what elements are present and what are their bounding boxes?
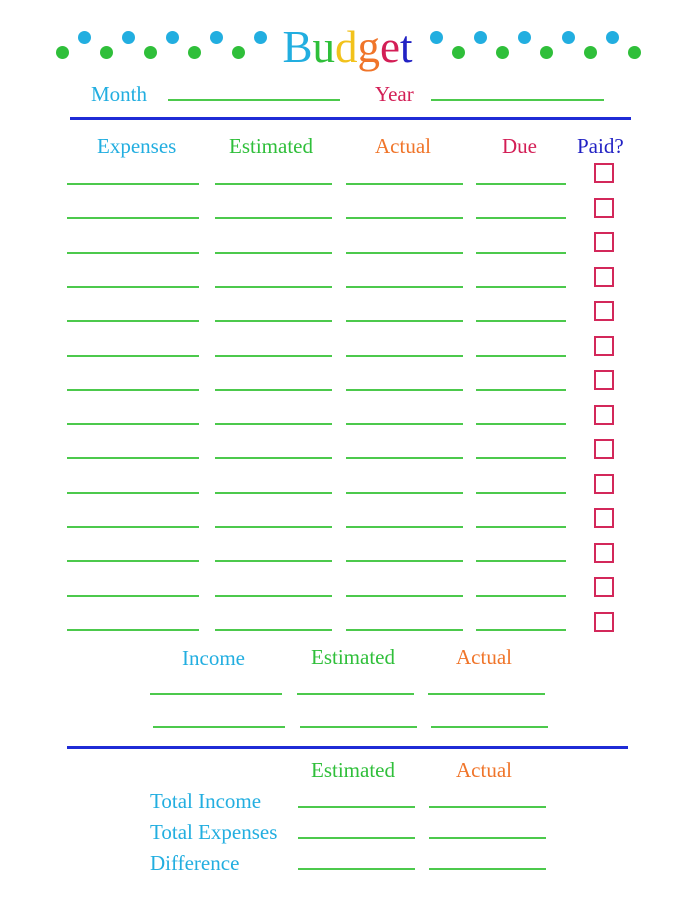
divider-top: [70, 117, 631, 120]
header-actual: Actual: [375, 134, 431, 158]
expense-field[interactable]: [69, 163, 197, 182]
divider-bottom: [67, 746, 628, 749]
actual-field[interactable]: [348, 300, 461, 319]
actual-line: [346, 320, 463, 322]
due-line: [476, 355, 566, 357]
actual-field[interactable]: [348, 403, 461, 422]
estimated-line: [215, 252, 332, 254]
estimated-field[interactable]: [217, 197, 330, 216]
title-letter: e: [380, 22, 400, 72]
paid-checkbox[interactable]: [594, 163, 614, 183]
totals-estimated-line: [298, 837, 415, 839]
actual-field[interactable]: [348, 232, 461, 251]
actual-field[interactable]: [348, 609, 461, 628]
estimated-line: [215, 286, 332, 288]
due-line: [476, 389, 566, 391]
actual-field[interactable]: [348, 540, 461, 559]
paid-checkbox[interactable]: [594, 336, 614, 356]
actual-line: [346, 560, 463, 562]
totals-actual-field[interactable]: [431, 786, 544, 805]
estimated-field[interactable]: [217, 266, 330, 285]
estimated-line: [215, 423, 332, 425]
income-estimated-line: [300, 726, 417, 728]
paid-checkbox[interactable]: [594, 370, 614, 390]
totals-actual-line: [429, 837, 546, 839]
expense-field[interactable]: [69, 403, 197, 422]
estimated-field[interactable]: [217, 472, 330, 491]
title-letter: u: [312, 22, 335, 72]
estimated-field[interactable]: [217, 163, 330, 182]
estimated-field[interactable]: [217, 540, 330, 559]
page-title: [0, 22, 695, 72]
due-field[interactable]: [478, 437, 564, 456]
expense-line: [67, 526, 199, 528]
totals-estimated-line: [298, 806, 415, 808]
estimated-field[interactable]: [217, 335, 330, 354]
income-estimated-line: [297, 693, 414, 695]
expense-line: [67, 492, 199, 494]
year-field[interactable]: [433, 80, 602, 98]
due-line: [476, 457, 566, 459]
actual-field[interactable]: [348, 266, 461, 285]
actual-line: [346, 457, 463, 459]
estimated-line: [215, 457, 332, 459]
due-field[interactable]: [478, 506, 564, 525]
expense-field[interactable]: [69, 472, 197, 491]
title-letter: B: [282, 22, 313, 72]
actual-line: [346, 252, 463, 254]
due-field[interactable]: [478, 575, 564, 594]
income-source-line: [153, 726, 285, 728]
actual-line: [346, 355, 463, 357]
income-source-line: [150, 693, 282, 695]
year-label: Year: [375, 82, 414, 106]
paid-checkbox[interactable]: [594, 267, 614, 287]
actual-field[interactable]: [348, 163, 461, 182]
actual-line: [346, 389, 463, 391]
expense-line: [67, 457, 199, 459]
expense-line: [67, 560, 199, 562]
totals-estimated-field[interactable]: [300, 786, 413, 805]
income-header-actual: Actual: [456, 645, 512, 669]
totals-label: Difference: [150, 851, 240, 875]
actual-field[interactable]: [348, 369, 461, 388]
income-actual-field[interactable]: [430, 673, 543, 692]
totals-actual-line: [429, 806, 546, 808]
totals-estimated-line: [298, 868, 415, 870]
income-source-field[interactable]: [155, 706, 283, 725]
estimated-line: [215, 183, 332, 185]
actual-field[interactable]: [348, 506, 461, 525]
estimated-field[interactable]: [217, 437, 330, 456]
due-field[interactable]: [478, 197, 564, 216]
due-line: [476, 595, 566, 597]
due-field[interactable]: [478, 540, 564, 559]
expense-field[interactable]: [69, 506, 197, 525]
header-income: Income: [182, 646, 245, 670]
header-estimated: Estimated: [229, 134, 313, 158]
estimated-field[interactable]: [217, 369, 330, 388]
expense-line: [67, 423, 199, 425]
paid-checkbox[interactable]: [594, 474, 614, 494]
expense-field[interactable]: [69, 540, 197, 559]
expense-field[interactable]: [69, 575, 197, 594]
due-field[interactable]: [478, 163, 564, 182]
income-actual-line: [428, 693, 545, 695]
estimated-field[interactable]: [217, 609, 330, 628]
actual-field[interactable]: [348, 437, 461, 456]
header-due: Due: [502, 134, 537, 158]
due-line: [476, 183, 566, 185]
actual-field[interactable]: [348, 575, 461, 594]
totals-actual-field[interactable]: [431, 817, 544, 836]
due-field[interactable]: [478, 609, 564, 628]
expense-line: [67, 389, 199, 391]
expense-field[interactable]: [69, 369, 197, 388]
paid-checkbox[interactable]: [594, 198, 614, 218]
totals-actual-line: [429, 868, 546, 870]
actual-line: [346, 492, 463, 494]
actual-field[interactable]: [348, 472, 461, 491]
due-field[interactable]: [478, 232, 564, 251]
due-line: [476, 526, 566, 528]
paid-checkbox[interactable]: [594, 439, 614, 459]
title-letter: g: [357, 22, 380, 72]
estimated-field[interactable]: [217, 575, 330, 594]
estimated-line: [215, 526, 332, 528]
expense-field[interactable]: [69, 266, 197, 285]
expense-field[interactable]: [69, 437, 197, 456]
actual-line: [346, 526, 463, 528]
due-line: [476, 492, 566, 494]
income-header-estimated: Estimated: [311, 645, 395, 669]
expense-line: [67, 355, 199, 357]
expense-field[interactable]: [69, 609, 197, 628]
title-letter: d: [335, 22, 358, 72]
header-paid: Paid?: [577, 134, 624, 158]
title-letter: t: [399, 22, 413, 72]
income-source-field[interactable]: [152, 673, 280, 692]
actual-line: [346, 629, 463, 631]
paid-checkbox[interactable]: [594, 232, 614, 252]
expense-line: [67, 217, 199, 219]
due-field[interactable]: [478, 300, 564, 319]
due-field[interactable]: [478, 472, 564, 491]
paid-checkbox[interactable]: [594, 405, 614, 425]
estimated-field[interactable]: [217, 232, 330, 251]
estimated-line: [215, 560, 332, 562]
actual-line: [346, 286, 463, 288]
month-label: Month: [91, 82, 148, 106]
due-line: [476, 423, 566, 425]
estimated-field[interactable]: [217, 506, 330, 525]
estimated-line: [215, 492, 332, 494]
month-field[interactable]: [170, 80, 338, 98]
actual-field[interactable]: [348, 197, 461, 216]
due-line: [476, 286, 566, 288]
expense-field[interactable]: [69, 232, 197, 251]
year-line: [431, 99, 604, 101]
expense-line: [67, 595, 199, 597]
due-line: [476, 629, 566, 631]
month-line: [168, 99, 340, 101]
expense-line: [67, 286, 199, 288]
totals-header-actual: Actual: [456, 758, 512, 782]
estimated-line: [215, 595, 332, 597]
income-estimated-field[interactable]: [299, 673, 412, 692]
actual-line: [346, 595, 463, 597]
paid-checkbox[interactable]: [594, 508, 614, 528]
totals-label: Total Expenses: [150, 820, 278, 844]
due-field[interactable]: [478, 266, 564, 285]
expense-field[interactable]: [69, 197, 197, 216]
due-field[interactable]: [478, 335, 564, 354]
paid-checkbox[interactable]: [594, 543, 614, 563]
expense-line: [67, 629, 199, 631]
actual-field[interactable]: [348, 335, 461, 354]
expense-field[interactable]: [69, 335, 197, 354]
due-field[interactable]: [478, 403, 564, 422]
due-field[interactable]: [478, 369, 564, 388]
totals-header-estimated: Estimated: [311, 758, 395, 782]
estimated-line: [215, 355, 332, 357]
paid-checkbox[interactable]: [594, 577, 614, 597]
actual-line: [346, 183, 463, 185]
estimated-line: [215, 389, 332, 391]
estimated-field[interactable]: [217, 300, 330, 319]
expense-line: [67, 320, 199, 322]
totals-label: Total Income: [150, 789, 262, 813]
expense-line: [67, 252, 199, 254]
totals-estimated-field[interactable]: [300, 848, 413, 867]
due-line: [476, 217, 566, 219]
estimated-line: [215, 320, 332, 322]
income-estimated-field[interactable]: [302, 706, 415, 725]
actual-line: [346, 217, 463, 219]
paid-checkbox[interactable]: [594, 301, 614, 321]
income-actual-field[interactable]: [433, 706, 546, 725]
paid-checkbox[interactable]: [594, 612, 614, 632]
due-line: [476, 320, 566, 322]
estimated-line: [215, 629, 332, 631]
income-actual-line: [431, 726, 548, 728]
estimated-field[interactable]: [217, 403, 330, 422]
totals-actual-field[interactable]: [431, 848, 544, 867]
due-line: [476, 252, 566, 254]
due-line: [476, 560, 566, 562]
estimated-line: [215, 217, 332, 219]
totals-estimated-field[interactable]: [300, 817, 413, 836]
header-expenses: Expenses: [97, 134, 177, 158]
actual-line: [346, 423, 463, 425]
expense-line: [67, 183, 199, 185]
expense-field[interactable]: [69, 300, 197, 319]
